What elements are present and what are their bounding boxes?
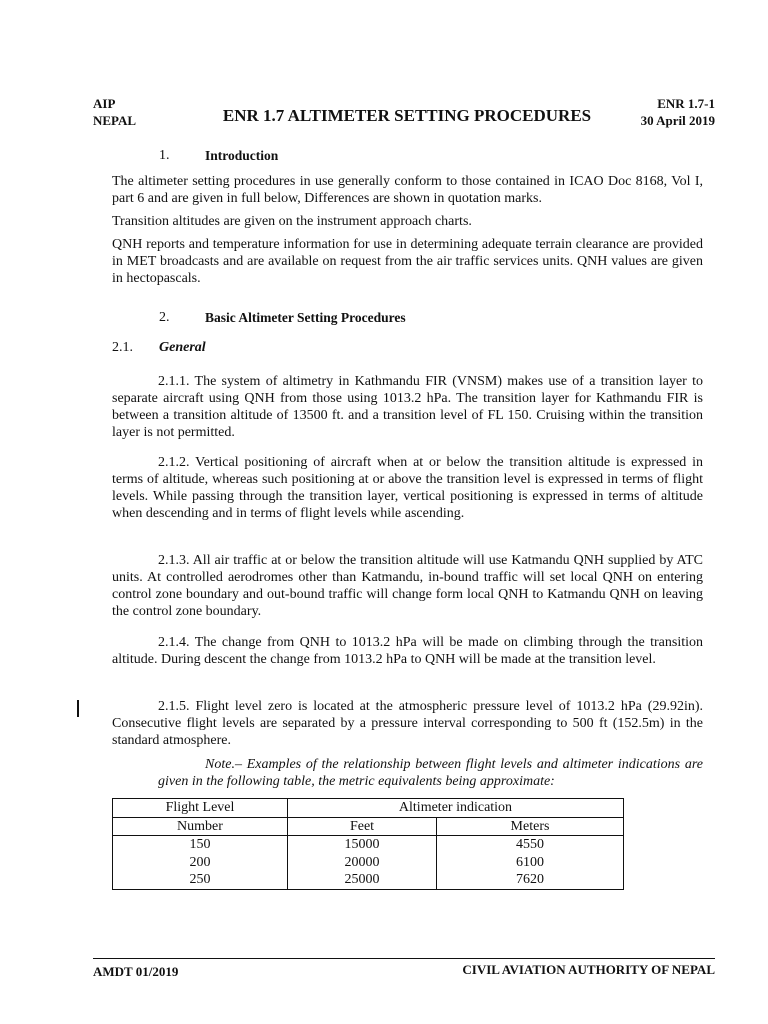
change-bar	[77, 700, 79, 717]
subsection-heading: General	[159, 340, 206, 355]
flight-level-table	[112, 798, 624, 890]
footer-rule	[93, 958, 715, 959]
cell-feet: 25000	[288, 871, 437, 889]
header-page-ref: ENR 1.7-1	[657, 96, 715, 111]
cell-feet: 20000	[288, 854, 437, 872]
section-2-heading: Basic Altimeter Setting Procedures	[205, 310, 406, 325]
table-subheader-feet: Feet	[288, 817, 437, 836]
header-country: NEPAL	[93, 113, 137, 128]
subsection-number: 2.1.	[112, 340, 133, 355]
table-row	[113, 854, 624, 872]
page-title: ENR 1.7 ALTIMETER SETTING PROCEDURES	[222, 106, 592, 125]
table-row	[113, 836, 624, 854]
cell-meters: 7620	[437, 871, 624, 889]
cell-number: 200	[113, 854, 288, 872]
table-note: Note.– Examples of the relationship between flight levels and altimeter indications are given in the following table, the metric equivalents being approximate:	[158, 757, 703, 789]
paragraph-2-1-1: 2.1.1. The system of altimetry in Kathmandu FIR (VNSM) makes use of a transition layer to separate aircraft using QNH from those using 1013.2 hPa. The transition layer for Kathmandu FIR is between a transition altitude of 13500 ft. and a transition level of FL 150. Cruising within the transition layer is not permitted.	[112, 374, 703, 440]
cell-meters: 6100	[437, 854, 624, 872]
intro-paragraph-1: The altimeter setting procedures in use generally conform to those contained in ICAO Doc 8168, Vol I, part 6 and are given in full below, Differences are shown in quotation marks.	[112, 174, 703, 206]
table-subheader-number: Number	[113, 817, 288, 836]
cell-number: 150	[113, 836, 288, 854]
cell-feet: 15000	[288, 836, 437, 854]
paragraph-2-1-5: 2.1.5. Flight level zero is located at the atmospheric pressure level of 1013.2 hPa (29.92in). Consecutive flight levels are separated by a pressure interval corresponding to 500 ft (152.5m) in the standard atmosphere.	[112, 699, 703, 748]
paragraph-2-1-3: 2.1.3. All air traffic at or below the transition altitude will use Katmandu QNH supplied by ATC units. At controlled aerodromes other than Katmandu, in-bound traffic will set local QNH on entering control zone boundary and out-bound traffic will change form local QNH to Katmandu QNH on leaving the control zone boundary.	[112, 553, 703, 619]
paragraph-2-1-4: 2.1.4. The change from QNH to 1013.2 hPa will be made on climbing through the transition altitude. During descent the change from 1013.2 hPa to QNH will be made at the transition level.	[112, 635, 703, 667]
cell-meters: 4550	[437, 836, 624, 854]
section-2-number: 2.	[159, 310, 170, 325]
header-date: 30 April 2019	[640, 113, 715, 128]
paragraph-2-1-2: 2.1.2. Vertical positioning of aircraft when at or below the transition altitude is expressed in terms of altitude, whereas such positioning at or above the transition level is expressed in terms of flight levels. While passing through the transition layer, vertical positioning is expressed in terms of altitude when descending and in terms of flight levels while ascending.	[112, 455, 703, 521]
table-header-altimeter: Altimeter indication	[288, 799, 624, 818]
footer-amendment: AMDT 01/2019	[93, 964, 179, 979]
intro-paragraph-2: Transition altitudes are given on the instrument approach charts.	[112, 214, 472, 229]
section-1-number: 1.	[159, 148, 170, 163]
table-subheader-meters: Meters	[437, 817, 624, 836]
table-header-flight-level: Flight Level	[113, 799, 288, 818]
section-1-heading: Introduction	[205, 148, 279, 163]
cell-number: 250	[113, 871, 288, 889]
intro-paragraph-3: QNH reports and temperature information for use in determining adequate terrain clearance are provided in MET broadcasts and are available on request from the air traffic services units. QNH values are given in hectopascals.	[112, 237, 703, 286]
header-aip: AIP	[93, 96, 116, 111]
table-row	[113, 871, 624, 889]
footer-authority: CIVIL AVIATION AUTHORITY OF NEPAL	[462, 962, 715, 977]
